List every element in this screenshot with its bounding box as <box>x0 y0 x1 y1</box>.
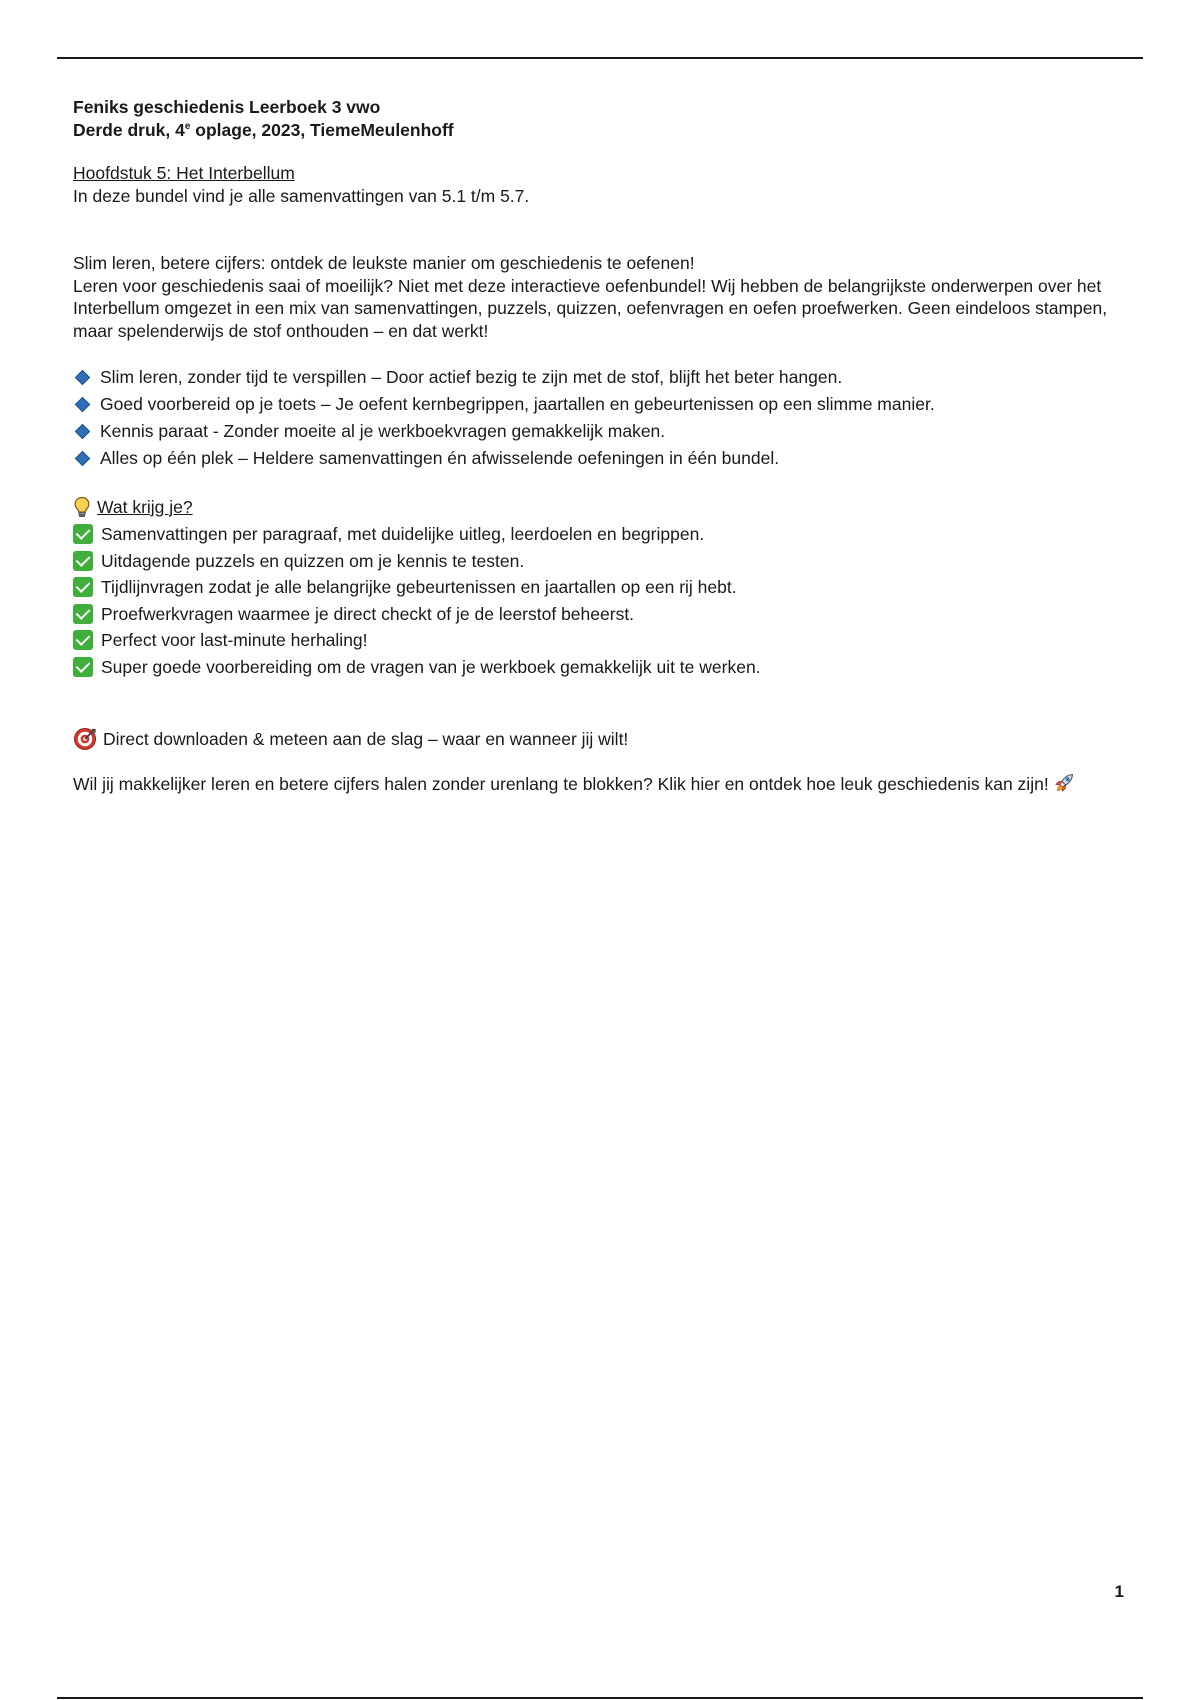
feature-list <box>73 364 1133 472</box>
benefit-text: Perfect voor last-minute herhaling! <box>101 630 368 650</box>
benefit-text: Samenvattingen per paragraaf, met duidelijke uitleg, leerdoelen en begrippen. <box>101 524 705 544</box>
download-line <box>73 726 1133 752</box>
benefit-text: Tijdlijnvragen zodat je alle belangrijke gebeurtenissen en jaartallen op een rij hebt. <box>101 577 737 597</box>
page-number: 1 <box>1114 1582 1124 1601</box>
green-check-icon <box>73 630 93 650</box>
what-you-get-heading <box>73 494 1133 520</box>
green-check-icon <box>73 524 93 544</box>
list-item <box>73 364 1133 391</box>
cta-text: Wil jij makkelijker leren en betere cijfers halen zonder urenlang te blokken? Klik hier en ontdek hoe leuk geschiedenis kan zijn! <box>73 774 1049 794</box>
blue-diamond-icon <box>75 424 91 440</box>
title-line-2-rest: oplage, 2023, TiemeMeulenhoff <box>190 119 454 140</box>
benefit-list <box>73 521 1133 680</box>
list-item <box>73 445 1133 472</box>
green-check-icon <box>73 604 93 624</box>
title-line-2-text: Derde druk, 4 <box>73 119 185 140</box>
what-you-get-label: Wat krijg je? <box>97 496 193 517</box>
rocket-icon <box>1053 772 1075 794</box>
download-text: Direct downloaden & meteen aan de slag – waar en wanneer jij wilt! <box>103 728 629 749</box>
page-content <box>73 96 1133 813</box>
benefit-text: Super goede voorbereiding om de vragen van je werkboek gemakkelijk uit te werken. <box>101 656 761 677</box>
feature-text: Slim leren, zonder tijd te verspillen – Door actief bezig te zijn met de stof, blijft het beter hangen. <box>100 367 843 388</box>
blue-diamond-icon <box>75 397 91 413</box>
benefit-text: Uitdagende puzzels en quizzen om je kennis te testen. <box>101 550 525 571</box>
list-item <box>73 548 1133 575</box>
top-rule <box>57 57 1143 59</box>
call-to-action <box>73 772 1133 796</box>
title-line-1: Feniks geschiedenis Leerboek 3 vwo <box>73 97 381 117</box>
bottom-rule <box>57 1697 1143 1699</box>
blue-diamond-icon <box>75 451 91 467</box>
list-item <box>73 574 1133 601</box>
green-check-icon <box>73 577 93 597</box>
chapter-intro: In deze bundel vind je alle samenvattingen van 5.1 t/m 5.7. <box>73 185 530 206</box>
green-check-icon <box>73 551 93 571</box>
promo-headline: Slim leren, betere cijfers: ontdek de leukste manier om geschiedenis te oefenen! <box>73 253 695 273</box>
promo-body: Leren voor geschiedenis saai of moeilijk? Niet met deze interactieve oefenbundel! Wij hebben de belangrijkste onderwerpen over het Interbellum omgezet in een mix van samenvattingen, puzzels, quizzen, oefenvragen en oefen proefwerken. Geen eindeloos stampen, maar spelenderwijs de stof onthouden – en dat werkt! <box>73 275 1108 341</box>
chapter-heading: Hoofdstuk 5: Het Interbellum <box>73 163 295 183</box>
promo-block <box>73 252 1133 342</box>
list-item <box>73 418 1133 445</box>
feature-text: Kennis paraat - Zonder moeite al je werkboekvragen gemakkelijk maken. <box>100 421 666 442</box>
benefit-text: Proefwerkvragen waarmee je direct checkt of je de leerstof beheerst. <box>101 603 635 624</box>
feature-text: Goed voorbereid op je toets – Je oefent kernbegrippen, jaartallen en gebeurtenissen op een slimme manier. <box>100 394 935 415</box>
book-title <box>73 96 1133 141</box>
blue-diamond-icon <box>75 370 91 386</box>
list-item <box>73 391 1133 418</box>
green-check-icon <box>73 657 93 677</box>
list-item <box>73 654 1133 681</box>
title-line-2-superscript: e <box>184 120 191 132</box>
list-item <box>73 627 1133 654</box>
title-line-2 <box>73 119 1133 142</box>
feature-text: Alles op één plek – Heldere samenvattingen én afwisselende oefeningen in één bundel. <box>100 448 780 469</box>
light-bulb-icon <box>73 496 91 518</box>
list-item <box>73 601 1133 628</box>
target-icon <box>73 727 97 751</box>
list-item <box>73 521 1133 548</box>
